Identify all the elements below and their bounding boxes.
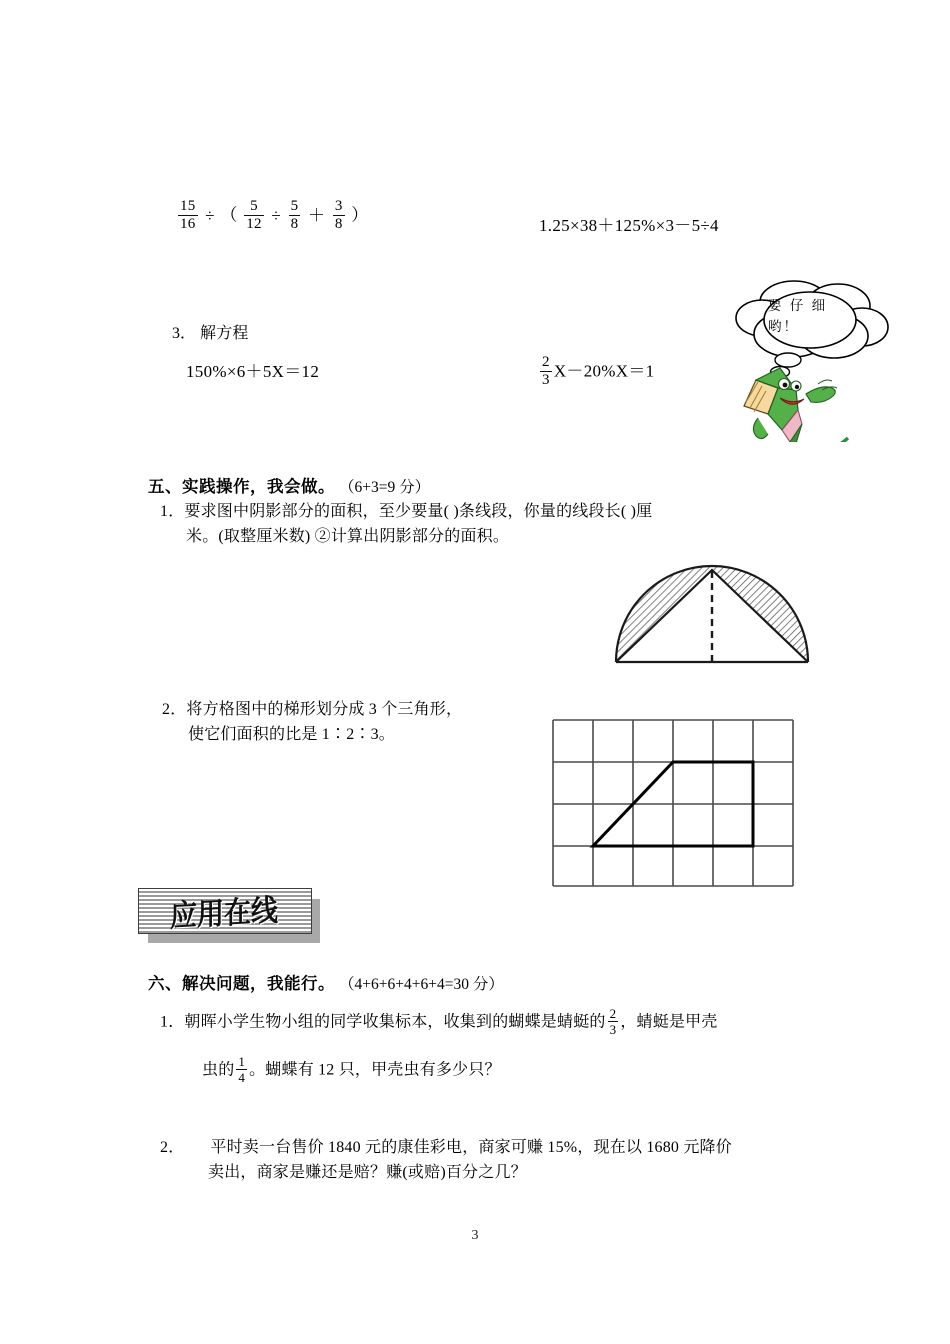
semicircle-figure — [608, 562, 816, 679]
equation-item-label — [172, 320, 249, 347]
s6q2-number: 2． — [160, 1139, 185, 1156]
s6q1-text-b: ，蜻蜓是甲壳 — [620, 1013, 718, 1031]
equation-right — [538, 356, 654, 390]
wordart-banner — [138, 888, 318, 940]
s6q1-text-a: 朝晖小学生物小组的同学收集标本，收集到的蝴蝶是蜻蜓的 — [184, 1013, 606, 1031]
calc-expression-left — [176, 200, 369, 234]
equation-item-title: 解方程 — [200, 325, 249, 342]
fraction-2-3: $\frac{2}{3}$ — [542, 354, 550, 389]
section-six-question-2 — [160, 1136, 860, 1186]
q1-text-1: 要求图中阴影部分的面积，至少要量( )条线段，你量的线段长( )厘 — [184, 503, 653, 520]
section-five-title: 五、实践操作，我会做。 — [148, 477, 335, 496]
q1-number: 1． — [160, 503, 185, 520]
calc-expression-right: 1.25×38＋125%×3－5÷4 — [539, 216, 719, 235]
banner-text: 应用在线 — [170, 892, 278, 934]
section-six-score: （4+6+6+4+6+4=30 分） — [339, 976, 504, 993]
s6q2-line-2: 卖出，商家是赚还是赔？赚(或赔)百分之几？ — [208, 1163, 527, 1181]
s6q1-line-2 — [160, 1053, 860, 1086]
q2-number: 2． — [162, 701, 187, 718]
q2-line-1 — [162, 698, 522, 723]
q2-line-2: 使它们面积的比是 1∶2∶3。 — [188, 725, 396, 743]
bubble-line-1: 要 仔 细 — [768, 298, 828, 314]
fraction-1-4-inline: $\frac{1}{4}$ — [238, 1053, 246, 1085]
section-six-question-1 — [160, 1008, 860, 1085]
plus-operator: ＋ — [308, 205, 326, 225]
fraction-5-8: $\frac{5}{8}$ — [290, 198, 299, 233]
s6q1-text-c: 虫的 — [202, 1060, 235, 1078]
s6q1-line-1 — [160, 1008, 860, 1038]
bubble-line-2: 哟！ — [768, 318, 799, 335]
equation-right-rest: X－20%X＝1 — [553, 361, 655, 381]
s6q2-text-1: 平时卖一台售价 1840 元的康佳彩电，商家可赚 15%，现在以 1680 元降价 — [210, 1139, 732, 1156]
s6q1-text-d: 。蝴蝶有 12 只，甲壳虫有多少只？ — [249, 1060, 501, 1078]
q1-line-2: 米。(取整厘米数) ②计算出阴影部分的面积。 — [186, 527, 510, 545]
section-six-title: 六、解决问题，我能行。 — [148, 974, 335, 993]
s6q1-number: 1． — [160, 1013, 185, 1031]
thought-bubble-text — [768, 296, 860, 338]
s6q2-line-1 — [160, 1136, 860, 1161]
paren-open: （ — [220, 205, 238, 225]
q2-text-1: 将方格图中的梯形划分成 3 个三角形， — [186, 701, 463, 718]
section-five-question-2 — [162, 698, 522, 748]
pencil-character-icon — [744, 368, 848, 442]
mascot-illustration — [722, 272, 902, 442]
section-five-question-1 — [160, 500, 850, 550]
fraction-2-3-inline: $\frac{2}{3}$ — [609, 1006, 617, 1038]
divide-operator-2: ÷ — [271, 205, 282, 225]
page-number: 3 — [471, 1228, 479, 1243]
section-five-heading — [148, 473, 430, 497]
fraction-5-12: $\frac{5}{12}$ — [246, 198, 262, 233]
section-six-heading — [148, 970, 504, 994]
paren-close: ） — [351, 205, 369, 225]
grid-figure — [551, 718, 803, 895]
divide-operator: ÷ — [205, 205, 215, 225]
section-five-score: （6+3=9 分） — [339, 479, 431, 496]
equation-item-number: 3． — [172, 325, 197, 342]
fraction-3-8: $\frac{3}{8}$ — [334, 198, 343, 233]
fraction-15-16: $\frac{15}{16}$ — [180, 198, 196, 233]
equation-left: 150%×6＋5X＝12 — [186, 362, 320, 381]
q1-line-1 — [160, 500, 850, 525]
